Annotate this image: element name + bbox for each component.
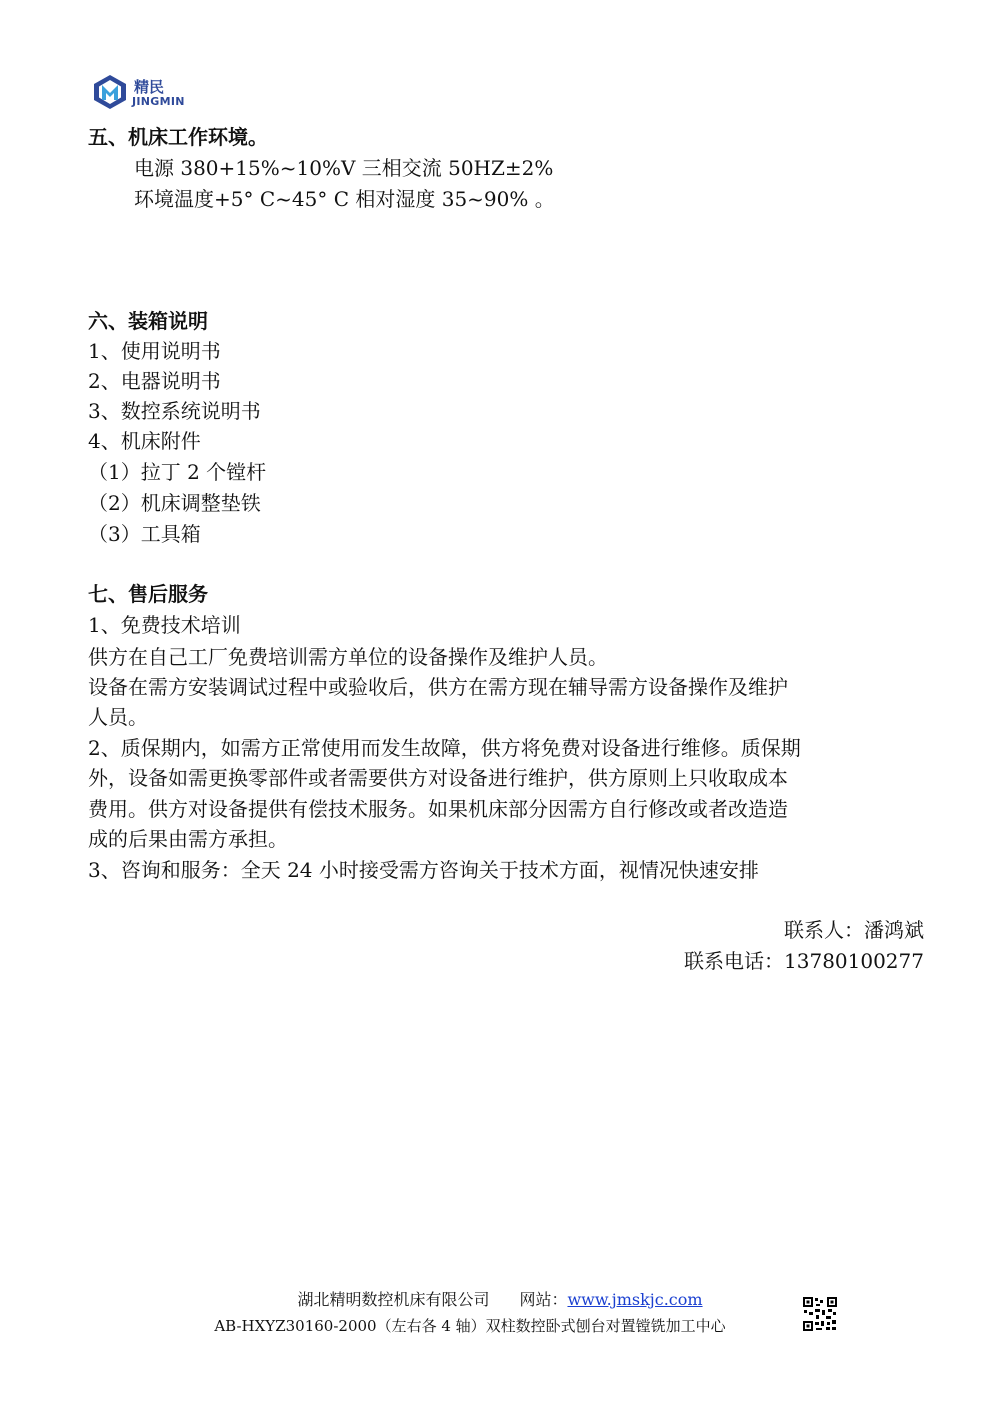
- contact-phone: 联系电话：13780100277: [684, 949, 924, 973]
- contact-person: 联系人：潘鸿斌: [784, 918, 924, 942]
- section5-line-1: 电源 380+15%~10%V 三相交流 50HZ±2%: [134, 156, 554, 180]
- footer-site-label: 网站：: [519, 1290, 568, 1309]
- footer-company-line: [0, 1290, 1000, 1310]
- section5-title: 五、机床工作环境。: [88, 125, 268, 149]
- section7-line-9: 3、咨询和服务：全天 24 小时接受需方咨询关于技术方面，视情况快速安排: [88, 858, 759, 882]
- section6-item-6: （2）机床调整垫铁: [88, 491, 261, 515]
- section7-line-6: 外，设备如需更换零部件或者需要供方对设备进行维护，供方原则上只收取成本: [88, 766, 788, 790]
- section6-item-1: 1、使用说明书: [88, 339, 221, 363]
- logo-en-text: JINGMIN: [132, 95, 185, 108]
- section6-item-2: 2、电器说明书: [88, 369, 221, 393]
- footer-model: AB-HXYZ30160-2000（左右各 4 轴）双柱数控卧式刨台对置镗铣加工中心: [214, 1317, 726, 1335]
- section7-line-5: 2、质保期内，如需方正常使用而发生故障，供方将免费对设备进行维修。质保期: [88, 736, 801, 760]
- section6-item-7: （3）工具箱: [88, 522, 201, 546]
- section5-line-2: 环境温度+5° C~45° C 相对湿度 35~90% 。: [134, 187, 555, 211]
- section7-line-1: 1、免费技术培训: [88, 613, 241, 637]
- section7-line-2: 供方在自己工厂免费培训需方单位的设备操作及维护人员。: [88, 645, 608, 669]
- section6-item-4: 4、机床附件: [88, 429, 201, 453]
- section6-title: 六、装箱说明: [88, 309, 208, 333]
- section7-line-7: 费用。供方对设备提供有偿技术服务。如果机床部分因需方自行修改或者改造造: [88, 797, 788, 821]
- logo-cn-text: 精民: [134, 78, 165, 96]
- footer-site-link[interactable]: www.jmskjc.com: [567, 1290, 703, 1309]
- qr-code-icon: [802, 1296, 838, 1332]
- section6-item-3: 3、数控系统说明书: [88, 399, 261, 423]
- logo-mark-icon: [92, 74, 128, 110]
- section7-title: 七、售后服务: [88, 582, 208, 606]
- section6-item-5: （1）拉丁 2 个镗杆: [88, 460, 267, 484]
- company-logo: [92, 74, 222, 118]
- section7-line-4: 人员。: [88, 705, 148, 729]
- section7-line-8: 成的后果由需方承担。: [88, 827, 288, 851]
- section7-line-3: 设备在需方安装调试过程中或验收后，供方在需方现在辅导需方设备操作及维护: [88, 675, 788, 699]
- footer-company: 湖北精明数控机床有限公司: [297, 1290, 490, 1309]
